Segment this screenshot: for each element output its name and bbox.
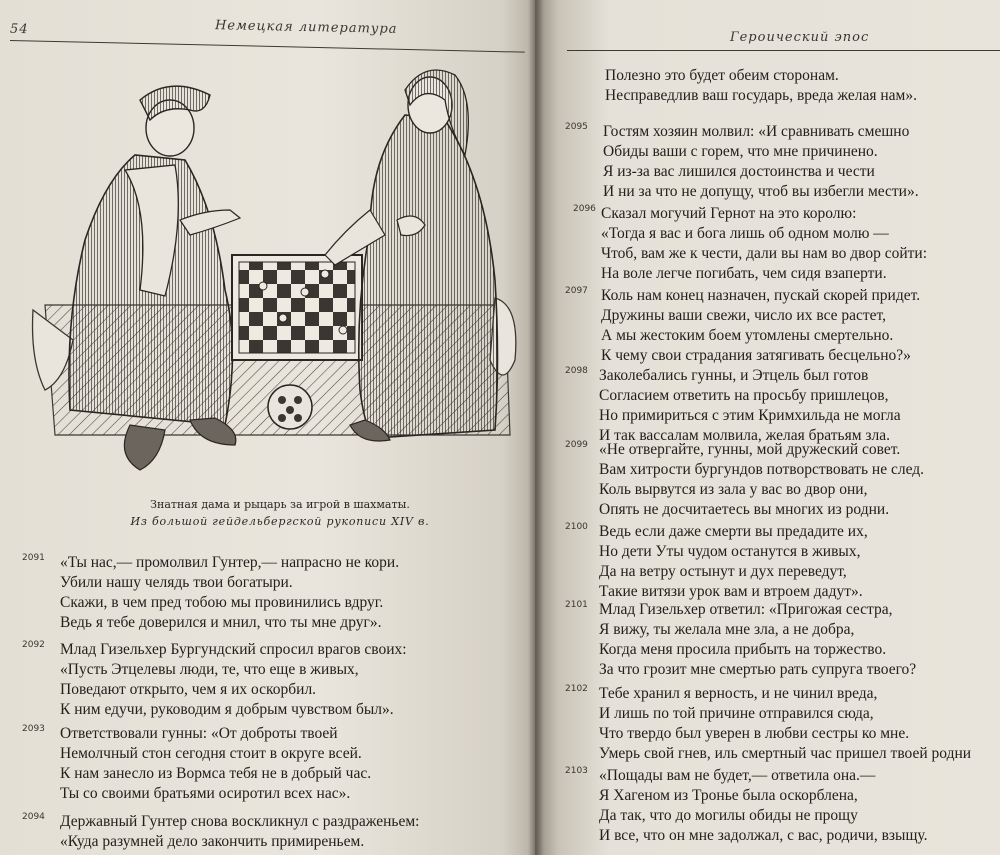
lady-robe	[359, 115, 498, 438]
stanza-number: 2091	[22, 553, 45, 563]
verse-line: Убили нашу челядь твои богатыри.	[60, 574, 293, 591]
stanza-number: 2094	[22, 812, 45, 822]
stanza-number: 2098	[565, 366, 588, 376]
verse-line: И так вассалам молвила, желая братьям зла.	[599, 427, 891, 444]
verse-line: Полезно это будет обеим сторонам.	[605, 67, 839, 84]
verse-line: Коль вырвутся из зала у вас во двор они,	[599, 481, 868, 498]
stanza-number: 2103	[565, 766, 588, 776]
verse-line: К чему свои страдания затягивать бесцельно?»	[601, 347, 911, 364]
verse-line: За что грозит мне смертью рать супруга твоего?	[599, 661, 917, 678]
stanza	[573, 204, 928, 284]
stanza	[22, 812, 420, 852]
verse-line: Да так, что до могилы обиды не прощу	[599, 807, 858, 824]
verse-line: И все, что он мне задолжал, с вас, родичи, взыщу.	[599, 827, 928, 844]
stanza-number: 2101	[565, 600, 588, 610]
verse-line: Державный Гунтер снова воскликнул с раздраженьем:	[60, 813, 420, 830]
chessboard-squares	[239, 262, 355, 353]
stanza-number: 2093	[22, 724, 45, 734]
verse-line: Тебе хранил я верность, и не чинил вреда,	[599, 685, 878, 702]
verse-line: «Куда разумней дело закончить примиреньем.	[60, 833, 365, 850]
stanza	[565, 286, 921, 366]
verse-line: А мы жестоким боем утомлены смертельно.	[601, 327, 894, 344]
stanza	[22, 724, 372, 804]
stanza	[565, 522, 868, 602]
stanza-number: 2092	[22, 640, 45, 650]
stanza	[565, 684, 972, 764]
stanza	[565, 122, 919, 202]
book-gutter	[528, 0, 544, 855]
verse-line: Коль нам конец назначен, пускай скорей придет.	[601, 287, 921, 304]
verse-line: Я Хагеном из Тронье была оскорблена,	[599, 787, 858, 804]
verse-line: Сказал могучий Гернот на это королю:	[601, 205, 857, 222]
verse-line: Ты со своими братьями осиротил всех нас».	[60, 785, 351, 802]
verse-line: На воле легче погибать, чем сидя взаперти.	[601, 265, 887, 282]
verse-line: Млад Гизельхер Бургундский спросил врагов своих:	[60, 641, 407, 658]
verse-line: Я из-за вас лишился достоинства и чести	[603, 163, 875, 180]
stanza-number: 2102	[565, 684, 588, 694]
verse-line: Ведь если даже смерти вы предадите их,	[599, 523, 868, 540]
verse-line: И лишь по той причине отправился сюда,	[599, 705, 874, 722]
verse-line: Умерь свой гнев, иль смертный час пришел твоей родни	[599, 745, 972, 762]
header-rule-right	[567, 50, 1000, 51]
caption-source: Из большой гейдельбергской рукописи XIV в.	[130, 515, 430, 528]
verse-line: Да на ветру остынут и дух переведут,	[599, 563, 847, 580]
verse-line: Заколебались гунны, и Этцель был готов	[599, 367, 869, 384]
verse-line: Согласием ответить на просьбу пришлецов,	[599, 387, 889, 404]
verse-line: Я вижу, ты желала мне зла, а не добра,	[599, 621, 855, 638]
stanza	[565, 766, 928, 846]
right-page	[535, 0, 1000, 855]
verse-line: Такие витязи урок вам и втроем дадут».	[599, 583, 863, 600]
verse-line: «Тогда я вас и бога лишь об одном молю —	[601, 225, 889, 242]
caption-text: Знатная дама и рыцарь за игрой в шахматы.	[150, 498, 410, 511]
stanza	[22, 553, 400, 633]
verse-line: Но примириться с этим Кримхильда не могла	[599, 407, 901, 424]
verse-line: «Пощады вам не будет,— ответила она.—	[599, 767, 876, 784]
stanza-number: 2095	[565, 122, 588, 132]
verse-line: Дружины ваши свежи, число их все растет,	[601, 307, 887, 324]
verse-line: И ни за что не допущу, чтоб вы избегли мести».	[603, 183, 919, 200]
stanza	[565, 440, 925, 520]
running-head-left: Немецкая литература	[214, 18, 398, 37]
verse-line: Обиды ваши с горем, что мне причинено.	[603, 143, 878, 160]
stanza	[565, 600, 917, 680]
verse-line: «Ты нас,— промолвил Гунтер,— напрасно не кори.	[60, 554, 400, 571]
verse-line: К нам занесло из Вормса тебя не в добрый час.	[60, 765, 372, 782]
knight-foot-left	[124, 425, 165, 470]
verse-line: Ведь я тебе доверился и мнил, что ты мне друг».	[60, 614, 382, 631]
figure-caption	[110, 496, 450, 530]
running-head-right: Героический эпос	[730, 30, 870, 45]
stanza-number: 2100	[565, 522, 588, 532]
verse-line: Чтоб, вам же к чести, дали вы нам во двор сойти:	[601, 245, 928, 262]
verse-line: Но дети Уты чудом останутся в живых,	[599, 543, 861, 560]
verse-line: Скажи, в чем пред тобою мы провинились вдруг.	[60, 594, 384, 611]
verse-line: Несправедлив ваш государь, вреда желая нам».	[605, 87, 917, 104]
verse-line: «Пусть Этцелевы люди, те, что еще в живых,	[60, 661, 359, 678]
verse-line: Когда меня просила прибыть на торжество.	[599, 641, 887, 658]
stanza-number: 2096	[573, 204, 596, 214]
verse-line: Гостям хозяин молвил: «И сравнивать смешно	[603, 123, 910, 140]
verse-line: К ним едучи, руководим я добрым чувством был».	[60, 701, 394, 718]
stanza	[22, 640, 407, 720]
chess-illustration	[25, 60, 520, 490]
verse-line: «Не отвергайте, гунны, мой дружеский совет.	[599, 441, 901, 458]
stanza-number: 2097	[565, 286, 588, 296]
verse-line: Немолчный стон сегодня стоит в округе всей.	[60, 745, 362, 762]
stanza-number: 2099	[565, 440, 588, 450]
stanza	[605, 66, 917, 106]
verse-line: Что твердо был уверен в любви сестры ко мне.	[599, 725, 910, 742]
page-number: 54	[9, 21, 29, 38]
verse-line: Ответствовали гунны: «От доброты твоей	[60, 725, 338, 742]
header-rule-left	[10, 40, 525, 53]
verse-line: Поведают открыто, чем я их оскорбил.	[60, 681, 317, 698]
verse-line: Опять не досчитаетесь вы многих из родни.	[599, 501, 890, 518]
verse-line: Млад Гизельхер ответил: «Пригожая сестра,	[599, 601, 893, 618]
verse-line: Вам хитрости бургундов потворствовать не след.	[599, 461, 925, 478]
